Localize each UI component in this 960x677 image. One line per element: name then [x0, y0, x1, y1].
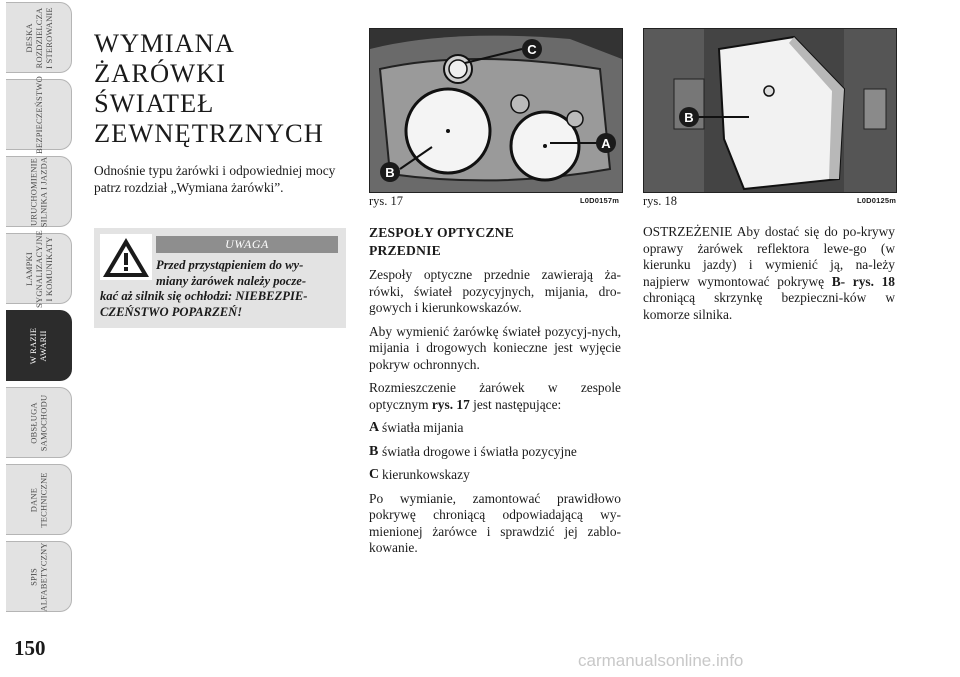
figure-17-caption: rys. 17: [369, 194, 404, 208]
chapter-tabs: [0, 0, 76, 620]
note-paragraph: OSTRZEŻENIE Aby dostać się do po-krywy oprawy żarówek reflektora lewe-go (w kierunku jazdy) i wymienić ją, na-leży najpierw wymontować pokrywę B- rys. 18 chroniącą skrzynkę bezpieczni-ków w komorze silnika.: [643, 224, 896, 322]
figure-headlamp: [369, 28, 623, 193]
tab-index[interactable]: SPIS ALFABETYCZNY: [6, 541, 72, 612]
callout-a: A: [601, 136, 611, 151]
page-title: WYMIANA ŻARÓWKI ŚWIATEŁ ZEWNĘTRZNYCH: [94, 28, 324, 148]
callout-c: C: [527, 42, 537, 57]
tab-starting-driving[interactable]: URUCHOMIENIE SILNIKA I JAZDA: [6, 156, 72, 227]
optics-paragraph-4: Po wymianie, zamontować prawidłowo pokrywę chroniącą odpowiadającą wy-mienionej żarówce i sprawdzić jej zablo-kowanie.: [369, 490, 621, 555]
warning-text: Przed przystąpieniem do wy- miany żarówek należy pocze- kać aż silnik się ochłodzi: NIEBEZPIE-CZEŃSTWO POPARZEŃ!: [100, 258, 308, 319]
tab-safety[interactable]: BEZPIECZEŃSTWO: [6, 79, 72, 150]
optics-paragraph-1: Zespoły optyczne przednie zawierają ża-rówki, świateł pozycyjnych, mijania, dro-gowych i kierunkowskazów.: [369, 267, 621, 315]
optics-column: [369, 224, 621, 557]
watermark: carmanualsonline.info: [578, 651, 744, 670]
headlamp-illustration: [370, 29, 622, 192]
list-item: B światła drogowe i światła pozycyjne: [369, 443, 577, 459]
tab-technical-data[interactable]: DANE TECHNICZNE: [6, 464, 72, 535]
warning-label: UWAGA: [156, 236, 338, 253]
tab-emergency[interactable]: W RAZIE AWARII: [6, 310, 72, 381]
optics-paragraph-3: Rozmieszczenie żarówek w zespole optycznym rys. 17 jest następujące:: [369, 380, 621, 412]
intro-column: [94, 28, 346, 196]
callout-b: B: [385, 165, 395, 180]
list-item: A światła mijania: [369, 420, 464, 435]
tab-maintenance[interactable]: OBSŁUGA SAMOCHODU: [6, 387, 72, 458]
list-item: C kierunkowskazy: [369, 467, 470, 482]
engine-bay-illustration: [644, 29, 896, 192]
optics-paragraph-2: Aby wymienić żarówkę świateł pozycyj-nych, mijania i drogowych konieczne jest wyjęcie pokryw ochronnych.: [369, 323, 621, 372]
figure-fuse-box: [643, 28, 897, 193]
callout-b: B: [684, 110, 694, 125]
warning-box: [94, 228, 346, 328]
tab-warning-lights[interactable]: LAMPKI SYGNALIZACYJNE I KOMUNIKATY: [6, 233, 72, 304]
figure-18-code: L0D0125m: [857, 196, 897, 205]
intro-text: Odnośnie typu żarówki i odpowiedniej mocy patrz rozdział „Wymiana żarówki”.: [94, 163, 336, 195]
figure-17-code: L0D0157m: [580, 196, 620, 205]
page-number: 150: [14, 636, 46, 660]
note-column: [643, 224, 895, 323]
tab-dashboard[interactable]: DESKA ROZDZIELCZA I STEROWANIE: [6, 2, 72, 73]
optics-heading: ZESPOŁY OPTYCZNE PRZEDNIE: [369, 225, 515, 258]
figure-18-caption: rys. 18: [643, 194, 678, 208]
